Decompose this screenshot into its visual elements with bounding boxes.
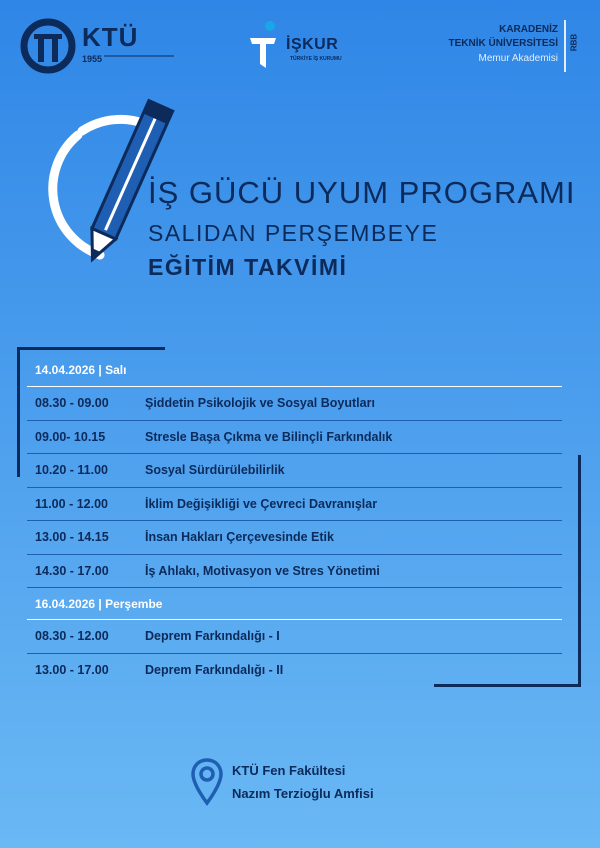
ktu-right-line3: Memur Akademisi <box>478 53 558 64</box>
location-line-1: KTÜ Fen Fakültesi <box>232 763 346 778</box>
title-line-2: SALIDAN PERŞEMBEYE <box>148 220 439 246</box>
session-row <box>27 520 562 554</box>
session-topic: Deprem Farkındalığı - II <box>145 662 284 677</box>
title-line-1: İŞ GÜCÜ UYUM PROGRAMI <box>148 175 576 210</box>
ktu-right-divider <box>564 20 566 72</box>
frame-corner-top-left-horizontal <box>17 347 165 350</box>
iskur-logo-text: İŞKUR <box>286 36 339 53</box>
frame-corner-bottom-right-vertical <box>578 455 581 687</box>
title-line-3: EĞİTİM TAKVİMİ <box>148 254 348 280</box>
ktu-right-line1: KARADENİZ <box>499 24 558 35</box>
session-time: 13.00 - 17.00 <box>35 662 109 677</box>
session-topic: Şiddetin Psikolojik ve Sosyal Boyutları <box>145 396 375 410</box>
session-row <box>27 619 562 653</box>
session-row <box>27 420 562 454</box>
session-time: 08.30 - 09.00 <box>35 396 109 410</box>
session-row <box>27 453 562 487</box>
session-topic: İnsan Hakları Çerçevesinde Etik <box>145 530 334 544</box>
ktu-logo-underline <box>104 55 174 61</box>
session-time: 09.00- 10.15 <box>35 429 106 444</box>
session-topic: İş Ahlakı, Motivasyon ve Stres Yönetimi <box>145 563 380 578</box>
iskur-logo <box>246 20 366 76</box>
ktu-ring-icon <box>20 18 76 74</box>
ktu-right-line2: TEKNİK ÜNİVERSİTESİ <box>448 38 558 49</box>
session-time: 14.30 - 17.00 <box>35 563 109 578</box>
day-header: 16.04.2026 | Perşembe <box>27 587 562 619</box>
ktu-memur-akademisi-logo <box>414 20 584 76</box>
session-row <box>27 386 562 420</box>
header <box>0 0 600 100</box>
session-row <box>27 653 562 687</box>
location-line-2: Nazım Terzioğlu Amfisi <box>232 786 374 801</box>
session-topic: Stresle Başa Çıkma ve Bilinçli Farkındalık <box>145 429 393 444</box>
location-pin-icon <box>190 757 224 807</box>
day-header: 14.04.2026 | Salı <box>35 363 127 377</box>
ktu-logo <box>20 18 160 78</box>
session-time: 08.30 - 12.00 <box>35 629 109 643</box>
frame-corner-top-left-vertical <box>17 347 20 477</box>
iskur-figure-icon <box>246 20 280 72</box>
ktu-right-badge: RBB <box>569 33 579 52</box>
session-time: 13.00 - 14.15 <box>35 530 109 544</box>
ktu-logo-year: 1955 <box>82 54 103 64</box>
iskur-logo-subtitle: TÜRKİYE İŞ KURUMU <box>290 56 342 62</box>
location <box>190 755 450 815</box>
session-row <box>27 487 562 521</box>
session-topic: Deprem Farkındalığı - I <box>145 629 280 643</box>
ktu-logo-text: KTÜ <box>82 22 139 52</box>
session-time: 10.20 - 11.00 <box>35 463 108 477</box>
session-row <box>27 554 562 588</box>
session-topic: İklim Değişikliği ve Çevreci Davranışlar <box>145 496 378 511</box>
schedule-table <box>27 354 562 686</box>
session-topic: Sosyal Sürdürülebilirlik <box>145 463 285 477</box>
session-time: 11.00 - 12.00 <box>35 496 108 511</box>
